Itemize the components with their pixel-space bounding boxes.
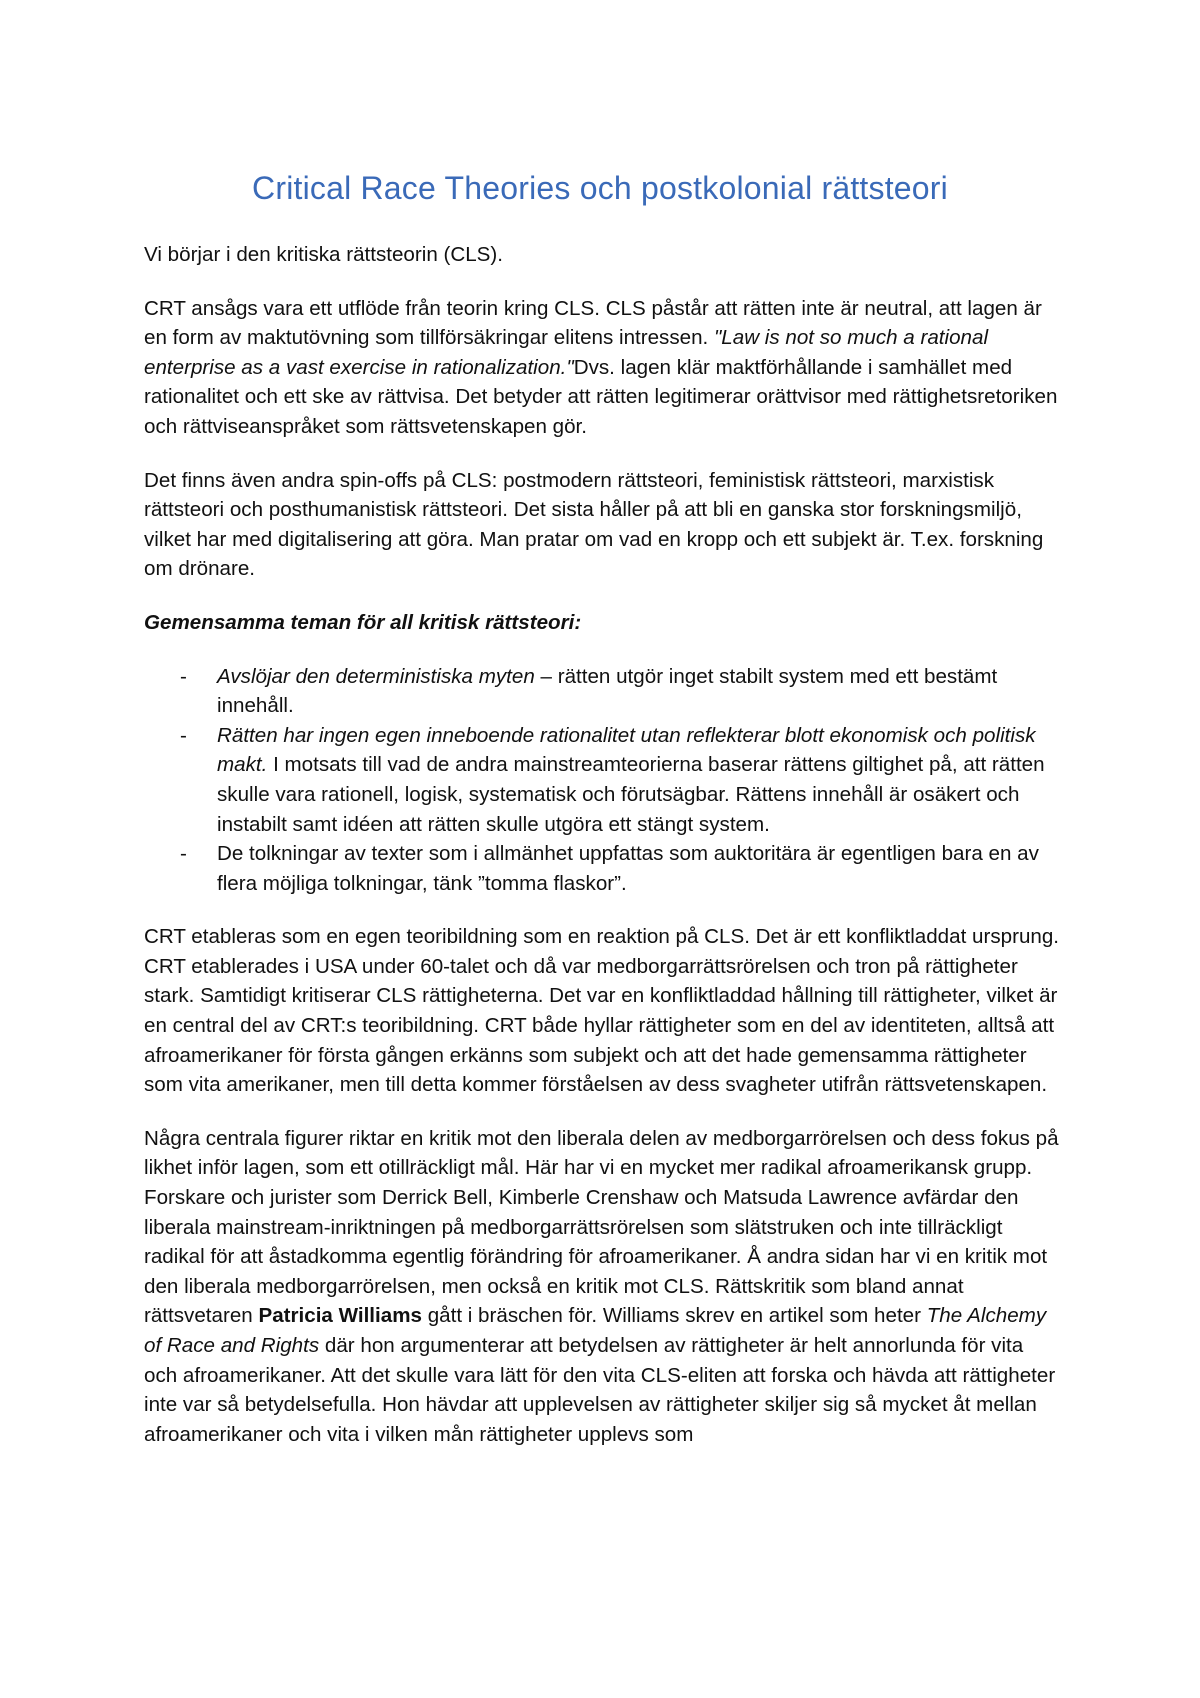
paragraph-text: Dvs. lagen klär maktförhållande i samhället med rationalitet och ett ske av rättvisa. Det betyder att rätten legitimerar orättvisor med rättighetsretoriken och rättviseanspråket som rättsvetenskapen gör.: [144, 355, 1058, 438]
page-title: Critical Race Theories och postkolonial rättsteori: [252, 170, 948, 206]
paragraph-text: Några centrala figurer riktar en kritik mot den liberala delen av medborgarrörelsen och dess fokus på likhet inför lagen, som ett otillräckligt mål. Här har vi en mycket mer radikal afroamerikansk grupp. Forskare och jurister som Derrick Bell, Kimberle Crenshaw och Matsuda Lawrence avfärdar den liberala mainstream-inriktningen på medborgarrättsrörelsen som slätstruken och inte tillräckligt radikal för att åstadkomma egentlig förändring för afroamerikaner. Å andra sidan har vi en kritik mot den liberala medborgarrörelsen, men också en kritik mot CLS. Rättskritik som bland annat rättsvetaren: [144, 1126, 1059, 1328]
list-item: [144, 839, 1062, 898]
bullet-dash: -: [180, 723, 187, 747]
paragraph-text: gått i bräschen för. Williams skrev en artikel som heter: [421, 1304, 927, 1328]
article-title-italic: The Alchemy of Race and Rights: [144, 1304, 1047, 1357]
document-body: [144, 240, 1062, 1473]
paragraph-text: där hon argumenterar att betydelsen av rättigheter är helt annorlunda för vita och afroamerikaner. Att det skulle vara lätt för den vita CLS-eliten att forska och hävda att rättigheter inte var så betydelsefulla. Hon hävdar att upplevelsen av rättigheter skiljer sig så mycket åt mellan afroamerikaner och vita i vilken mån rättigheter upplevs som: [144, 1334, 1056, 1446]
list-item-italic: Avslöjar den deterministiska myten: [217, 664, 535, 688]
list-item: [144, 721, 1062, 839]
list-item-text: De tolkningar av texter som i allmänhet uppfattas som auktoritära är egentligen bara en av flera möjliga tolkningar, tänk ”tomma flaskor”.: [217, 842, 1039, 895]
bullet-dash: -: [180, 664, 187, 688]
list-item-italic: Rätten har ingen egen inneboende rationalitet utan reflekterar blott ekonomisk och politisk makt.: [217, 723, 1036, 777]
paragraph-text: CRT ansågs vara ett utflöde från teorin kring CLS. CLS påstår att rätten inte är neutral, att lagen är en form av maktutövning som tillförsäkringar elitens intressen.: [144, 296, 1042, 350]
section-heading: Gemensamma teman för all kritisk rättsteori:: [144, 610, 582, 634]
themes-list: [144, 662, 1062, 899]
quote-italic: "Law is not so much a rational enterprise as a vast exercise in rationalization.": [144, 326, 989, 379]
bullet-dash: -: [180, 842, 187, 866]
list-item-text: – rätten utgör inget stabilt system med ett bestämt innehåll.: [217, 664, 998, 718]
paragraph-intro: Vi börjar i den kritiska rättsteorin (CLS).: [144, 243, 503, 266]
paragraph-spin-offs: Det finns även andra spin-offs på CLS: postmodern rättsteori, feministisk rättsteori, marxistisk rättsteori och posthumanistisk rättsteori. Det sista håller på att bli en ganska stor forskningsmiljö, vilket har med digitalisering att göra. Man pratar om vad en kropp och ett subjekt är. T.ex. forskning om drönare.: [144, 468, 1044, 581]
paragraph-crt-origin: [144, 294, 1062, 442]
list-item: [144, 662, 1062, 721]
paragraph-crt-establishment: CRT etableras som en egen teoribildning som en reaktion på CLS. Det är ett konfliktladdat ursprung. CRT etablerades i USA under 60-talet och då var medborgarrättsrörelsen och tron på rättigheter stark. Samtidigt kritiserar CLS rättigheterna. Det var en konfliktladdad hållning till rättigheter, vilket är en central del av CRT:s teoribildning. CRT både hyllar rättigheter som en del av identiteten, alltså att afroamerikaner för första gången erkänns som subjekt och att det hade gemensamma rättigheter som vita amerikaner, men till detta kommer förståelsen av dess svagheter utifrån rättsvetenskapen.: [144, 925, 1060, 1097]
name-bold: Patricia Williams: [258, 1304, 422, 1328]
list-item-text: I motsats till vad de andra mainstreamteorierna baserar rättens giltighet på, att rätten skulle vara rationell, logisk, systematisk och förutsägbar. Rättens innehåll är osäkert och instabilt samt idéen att rätten skulle utgöra ett stängt system.: [217, 753, 1045, 836]
paragraph-central-figures: [144, 1124, 1062, 1450]
